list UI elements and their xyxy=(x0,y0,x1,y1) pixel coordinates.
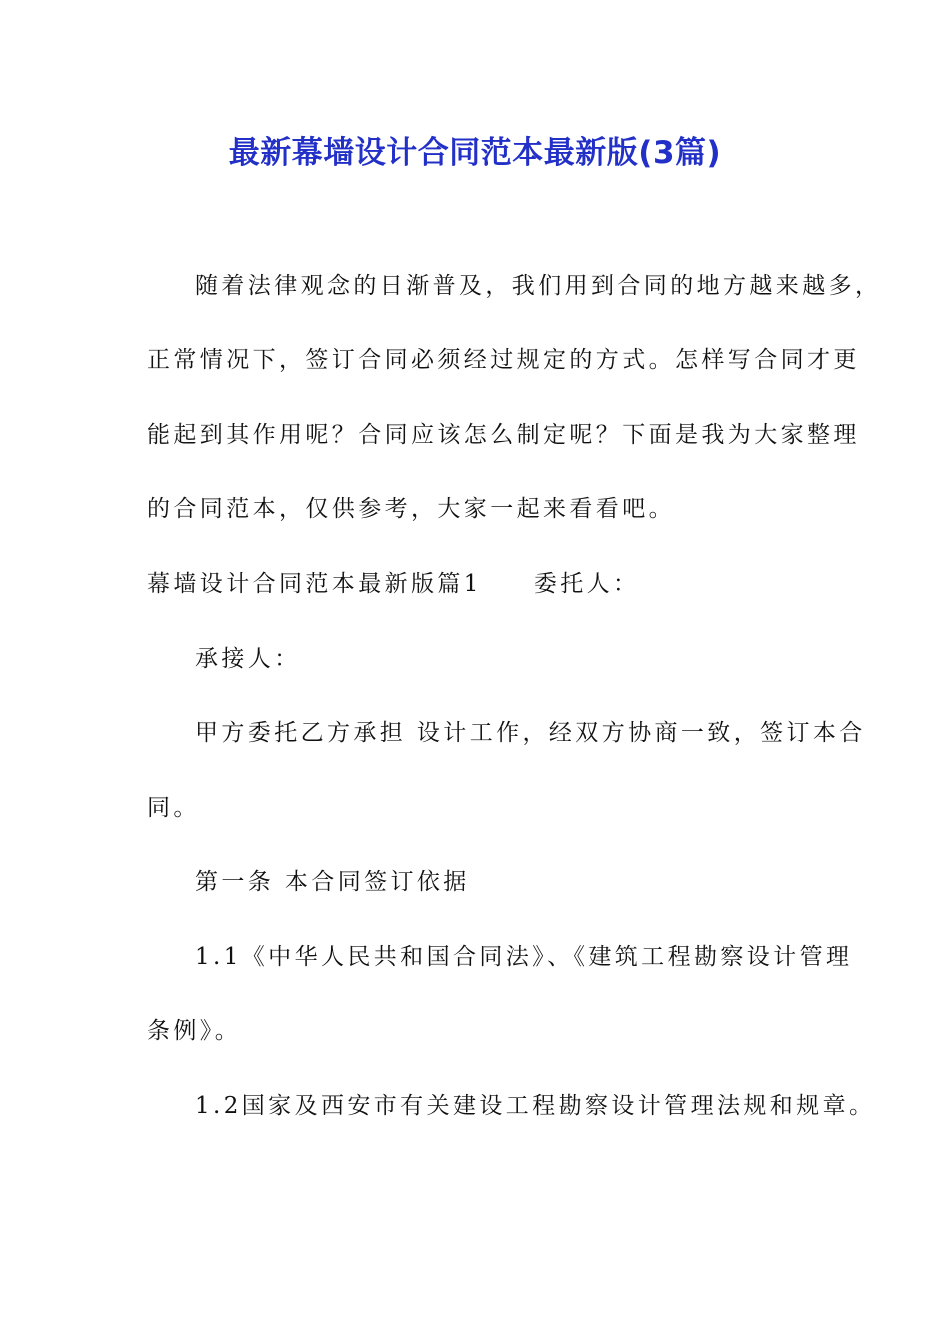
principal-label: 委托人： xyxy=(533,571,640,597)
intro-line-2: 正常情况下，签订合同必须经过规定的方式。怎样写合同才更 xyxy=(147,347,860,373)
intro-line-3: 能起到其作用呢？合同应该怎么制定呢？下面是我为大家整理 xyxy=(147,422,860,448)
clause-1-1-line-2: 条例》。 xyxy=(147,1018,242,1044)
intro-line-1: 随着法律观念的日渐普及，我们用到合同的地方越来越多， xyxy=(195,273,882,299)
contractor-label: 承接人： xyxy=(195,646,301,672)
clause-1-2: 1.2国家及西安市有关建设工程勘察设计管理法规和规章。 xyxy=(195,1093,876,1119)
section-heading-line xyxy=(147,566,639,602)
intro-line-4: 的合同范本，仅供参考，大家一起来看看吧。 xyxy=(147,496,675,522)
agreement-line-2: 同。 xyxy=(147,795,200,821)
document-title: 最新幕墙设计合同范本最新版(3篇) xyxy=(228,135,722,171)
article-1-heading: 第一条 本合同签订依据 xyxy=(195,869,470,895)
clause-1-1-line-1: 1.1《中华人民共和国合同法》、《建筑工程勘察设计管理 xyxy=(195,944,853,970)
section-heading: 幕墙设计合同范本最新版篇1 xyxy=(147,571,482,597)
agreement-line-1: 甲方委托乙方承担 设计工作，经双方协商一致，签订本合 xyxy=(195,720,866,746)
